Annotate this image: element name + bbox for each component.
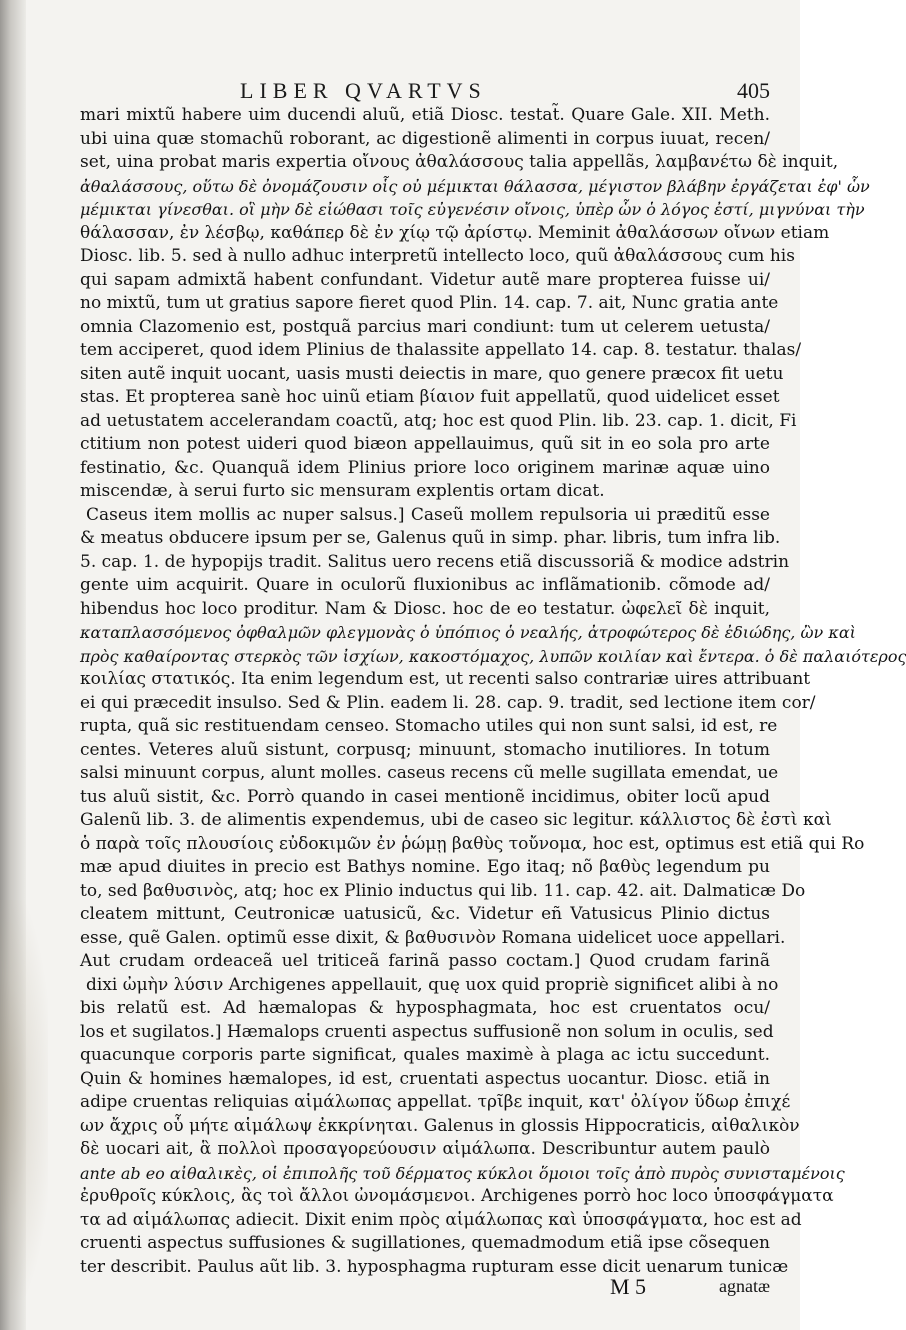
text-line: θάλασσαν, ἐν λέσβῳ, καθάπερ δὲ ἐν χίῳ τῷ ἀρίστῳ. Meminit ἀθαλάσσων οἴνων etiam: [80, 222, 830, 243]
text-line: bis relatũ est. Ad hæmalopas & hyposphagmata, hoc est cruentatos ocu/: [80, 998, 770, 1018]
text-line: ὁ παρὰ τοῖς πλουσίοις εὐδοκιμῶν ἐν ῥώμῃ βαθὺς τοὔνομα, hoc est, optimus est etiã qui Ro: [80, 833, 865, 854]
text-line: ἀθαλάσσους, οὕτω δὲ ὀνομάζουσιν οἷς οὐ μέμικται θάλασσα, μέγιστον βλάβην ἐργάζεται ἐφ' ὧν: [80, 176, 870, 196]
text-line: set, uina probat maris expertia οἴνους ἀθαλάσσους talia appellãs, λαμβανέτω δὲ inquit,: [80, 152, 839, 172]
text-line: stas. Et propterea sanè hoc uinũ etiam βίαιον fuit appellatũ, quod uidelicet esset: [80, 387, 780, 407]
text-line: μέμικται γίνεσθαι. οἳ μὴν δὲ εἰώθασι τοῖς εὐγενέσιν οἴνοις, ὑπὲρ ὧν ὁ λόγος ἐστί, μιγνύναι τὴν: [80, 200, 865, 219]
signature-mark: M 5: [610, 1274, 647, 1299]
text-line: καταπλασσόμενος ὀφθαλμῶν φλεγμονὰς ὁ ὑπόπιος ὁ νεαλής, ἀτροφώτερος δὲ ἐδιώδης, ὢν καὶ: [80, 623, 856, 642]
text-line: hibendus hoc loco proditur. Nam & Diosc. hoc de eo testatur. ὠφελεῖ δὲ inquit,: [80, 598, 770, 619]
page-stain: [0, 900, 48, 1300]
running-head: LIBER QVARTVS: [240, 78, 487, 103]
text-line: Caseus item mollis ac nuper salsus.] Caseũ mollem repulsoria ui præditũ esse: [86, 504, 770, 525]
text-line: siten autẽ inquit uocant, uasis musti deiectis in mare, quo genere præcox fit uetu: [80, 363, 784, 384]
text-line: tem acciperet, quod idem Plinius de thalassite appellato 14. cap. 8. testatur. thalas/: [80, 340, 802, 360]
text-line: no mixtũ, tum ut gratius sapore fieret quod Plin. 14. cap. 7. ait, Nunc gratia ante: [80, 293, 779, 313]
text-line: ctitium non potest uideri quod biæon appellauimus, quũ sit in eo sola pro arte: [80, 434, 770, 454]
text-line: 5. cap. 1. de hypopijs tradit. Salitus uero recens etiã discussoriã & modice adstrin: [80, 551, 790, 572]
catchword: agnatæ: [719, 1276, 770, 1296]
text-line: & meatus obducere ipsum per se, Galenus quũ in simp. phar. libris, tum infra lib.: [80, 528, 781, 548]
text-line: ei qui præcedit insulso. Sed & Plin. eadem li. 28. cap. 9. tradit, sed lectione item cor/: [80, 692, 816, 713]
text-line: mari mixtũ habere uim ducendi aluũ, etiã Diosc. testat̃. Quare Gale. XII. Meth.: [80, 105, 770, 125]
text-line: Aut crudam ordeaceã uel triticeã farinã passo coctam.] Quod crudam farinã: [80, 951, 770, 971]
text-line: ter describit. Paulus aũt lib. 3. hyposphagma rupturam esse dicit uenarum tunicæ: [80, 1256, 789, 1277]
text-line: Quin & homines hæmalopes, id est, cruentati aspectus uocantur. Diosc. etiã in: [80, 1068, 770, 1089]
text-line: adipe cruentas reliquias αἱμάλωπας appellat. τρῖβε inquit, κατ' ὀλίγον ὕδωρ ἐπιχέ: [80, 1092, 791, 1112]
text-line: qui sapam admixtã habent confundant. Videtur autẽ mare propterea fuisse ui/: [80, 269, 770, 290]
text-line: quacunque corporis parte significat, quales maximè à plaga ac ictu succedunt.: [80, 1045, 770, 1065]
page-number: 405: [737, 78, 770, 103]
text-line: Galenũ lib. 3. de alimentis expendemus, ubi de caseo sic legitur. κάλλιστος δὲ ἐστὶ καὶ: [80, 810, 832, 830]
text-line: omnia Clazomenio est, postquã parcius mari condiunt: tum ut celerem uetusta/: [80, 316, 770, 337]
text-line: to, sed βαθυσινὸς, atq; hoc ex Plinio inductus qui lib. 11. cap. 42. ait. Dalmaticæ Do: [80, 880, 806, 901]
page-footer: [80, 1274, 770, 1304]
text-line: ων ἄχρις οὗ μήτε αἱμάλωψ ἐκκρίνηται. Galenus in glossis Hippocraticis, αἰθαλικὸν: [80, 1115, 800, 1136]
page-header: [240, 78, 770, 104]
text-line: tus aluũ sistit, &c. Porrò quando in casei mentionẽ incidimus, obiter locũ apud: [80, 786, 770, 807]
text-line: mæ apud diuites in precio est Bathys nomine. Ego itaq; nõ βαθὺς legendum pu: [80, 857, 770, 877]
text-line: esse, quẽ Galen. optimũ esse dixit, & βαθυσινὸν Romana uidelicet uoce appellari.: [80, 927, 786, 948]
text-block: [80, 104, 906, 1279]
text-line: πρὸς καθαίροντας στερκὸς τῶν ἰσχίων, κακοστόμαχος, λυπῶν κοιλίαν καὶ ἔντερα. ὁ δὲ παλαιότερος: [80, 646, 906, 666]
text-line: κοιλίας στατικός. Ita enim legendum est, ut recenti salso contrariæ uires attribuant: [80, 669, 811, 689]
text-line: gente uim acquirit. Quare in oculorũ fluxionibus ac inflãmationib. cõmode ad/: [80, 575, 770, 595]
text-line: cruenti aspectus suffusiones & sugillationes, quemadmodum etiã ipse cõsequen: [80, 1233, 770, 1253]
text-line: cleatem mittunt, Ceutronicæ uatusicũ, &c. Videtur eñ Vatusicus Plinio dictus: [80, 904, 770, 924]
text-line: τα ad αἱμάλωπας adiecit. Dixit enim πρὸς αἱμάλωπας καὶ ὑποσφάγματα, hoc est ad: [80, 1209, 802, 1230]
text-line: ἐρυθροῖς κύκλοις, ἃς τοὶ ἄλλοι ὠνομάσμενοι. Archigenes porrò hoc loco ὑποσφάγματα: [80, 1186, 834, 1206]
text-line: ad uetustatem accelerandam coactũ, atq; hoc est quod Plin. lib. 23. cap. 1. dicit, Fi: [80, 410, 797, 431]
text-line: festinatio, &c. Quanquã idem Plinius priore loco originem marinæ aquæ uino: [80, 457, 770, 478]
text-line: rupta, quã sic restituendam censeo. Stomacho utiles qui non sunt salsi, id est, re: [80, 716, 778, 736]
text-line: ubi uina quæ stomachũ roborant, ac digestionẽ alimenti in corpus iuuat, recen/: [80, 128, 770, 149]
text-line: δὲ uocari ait, ἃ πολλοὶ προσαγορεύουσιν αἱμάλωπα. Describuntur autem paulò: [80, 1139, 770, 1159]
text-line: miscendæ, à serui furto sic mensuram explentis ortam dicat.: [80, 481, 605, 501]
text-line: salsi minuunt corpus, alunt molles. caseus recens cũ melle sugillata emendat, ue: [80, 763, 779, 783]
text-line: ante ab eo αἰθαλικὲς, οἱ ἐπιπολῆς τοῦ δέρματος κύκλοι ὅμοιοι τοῖς ἀπὸ πυρὸς συνισταμένοις: [80, 1163, 845, 1183]
text-line: Diosc. lib. 5. sed à nullo adhuc interpretũ intellecto loco, quũ ἀθαλάσσους cum his: [80, 246, 795, 266]
text-line: dixi ὠμὴν λύσιν Archigenes appellauit, quę uox quid propriè significet alibi à no: [86, 974, 779, 995]
text-line: centes. Veteres aluũ sistunt, corpusq; minuunt, stomacho inutiliores. In totum: [80, 739, 770, 760]
text-line: los et sugilatos.] Hæmalops cruenti aspectus suffusionẽ non solum in oculis, sed: [80, 1021, 774, 1042]
